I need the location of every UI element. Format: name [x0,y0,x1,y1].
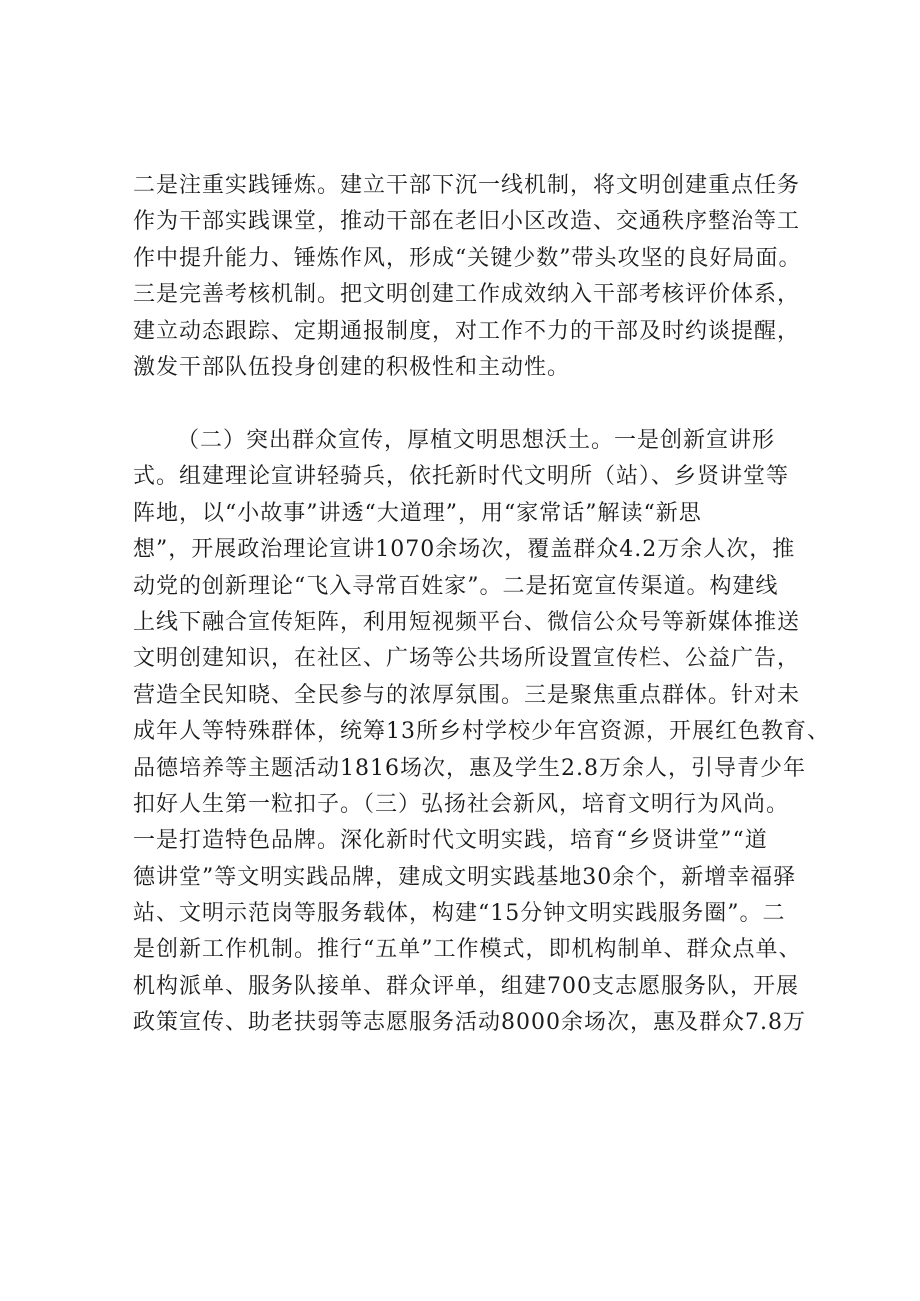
text-line: 激发干部队伍投身创建的积极性和主动性。 [133,354,571,380]
text-line: 营造全民知晓、全民参与的浓厚氛围。三是聚焦重点群体。针对未 [133,682,801,708]
text-line: （二）突出群众宣传，厚植文明思想沃土。一是创新宣讲形 [177,428,776,453]
text-line: 建立动态跟踪、定期通报制度，对工作不力的干部及时约谈提醒， [133,318,801,344]
text-line: 想”，开展政治理论宣讲1070余场次，覆盖群众4.2万余人次，推 [133,537,796,563]
text-line: 文明创建知识，在社区、广场等公共场所设置宣传栏、公益广告， [133,646,801,672]
text-line: 成年人等特殊群体，统筹13所乡村学校少年宫资源，开展红色教育、 [133,719,830,745]
text-line: 德讲堂”等文明实践品牌，建成文明实践基地30余个，新增幸福驿 [133,864,797,890]
text-line: 式。组建理论宣讲轻骑兵，依托新时代文明所（站）、乡贤讲堂等 [133,464,790,490]
text-line: 是创新工作机制。推行“五单”工作模式，即机构制单、群众点单、 [133,937,802,963]
paragraph-mass-publicity [133,423,830,1042]
text-line: 品德培养等主题活动1816场次，惠及学生2.8万余人，引导青少年 [133,755,806,781]
text-line: 二是注重实践锤炼。建立干部下沉一线机制，将文明创建重点任务 [133,173,801,198]
text-line: 扣好人生第一粒扣子。（三）弘扬社会新风，培育文明行为风尚。 [133,791,790,817]
text-line: 作中提升能力、锤炼作风，形成“关键少数”带头攻坚的良好局面。 [133,245,802,271]
text-line: 动党的创新理论“飞入寻常百姓家”。二是拓宽宣传渠道。构建线 [133,573,779,599]
text-line: 站、文明示范岗等服务载体，构建“15分钟文明实践服务圈”。二 [133,901,786,927]
text-line: 政策宣传、助老扶弱等志愿服务活动8000余场次，惠及群众7.8万 [133,1010,806,1036]
text-line: 一是打造特色品牌。深化新时代文明实践，培育“乡贤讲堂”“道 [133,828,768,854]
text-line: 机构派单、服务队接单、群众评单，组建700支志愿服务队，开展 [133,973,799,999]
text-line: 三是完善考核机制。把文明创建工作成效纳入干部考核评价体系， [133,282,801,308]
text-line: 阵地，以“小故事”讲透“大道理”，用“家常话”解读“新思 [133,500,702,526]
text-line: 作为干部实践课堂，推动干部在老旧小区改造、交通秩序整治等工 [133,209,801,235]
paragraph-cadre-practice [133,168,802,386]
text-line: 上线下融合宣传矩阵，利用短视频平台、微信公众号等新媒体推送 [133,609,801,635]
